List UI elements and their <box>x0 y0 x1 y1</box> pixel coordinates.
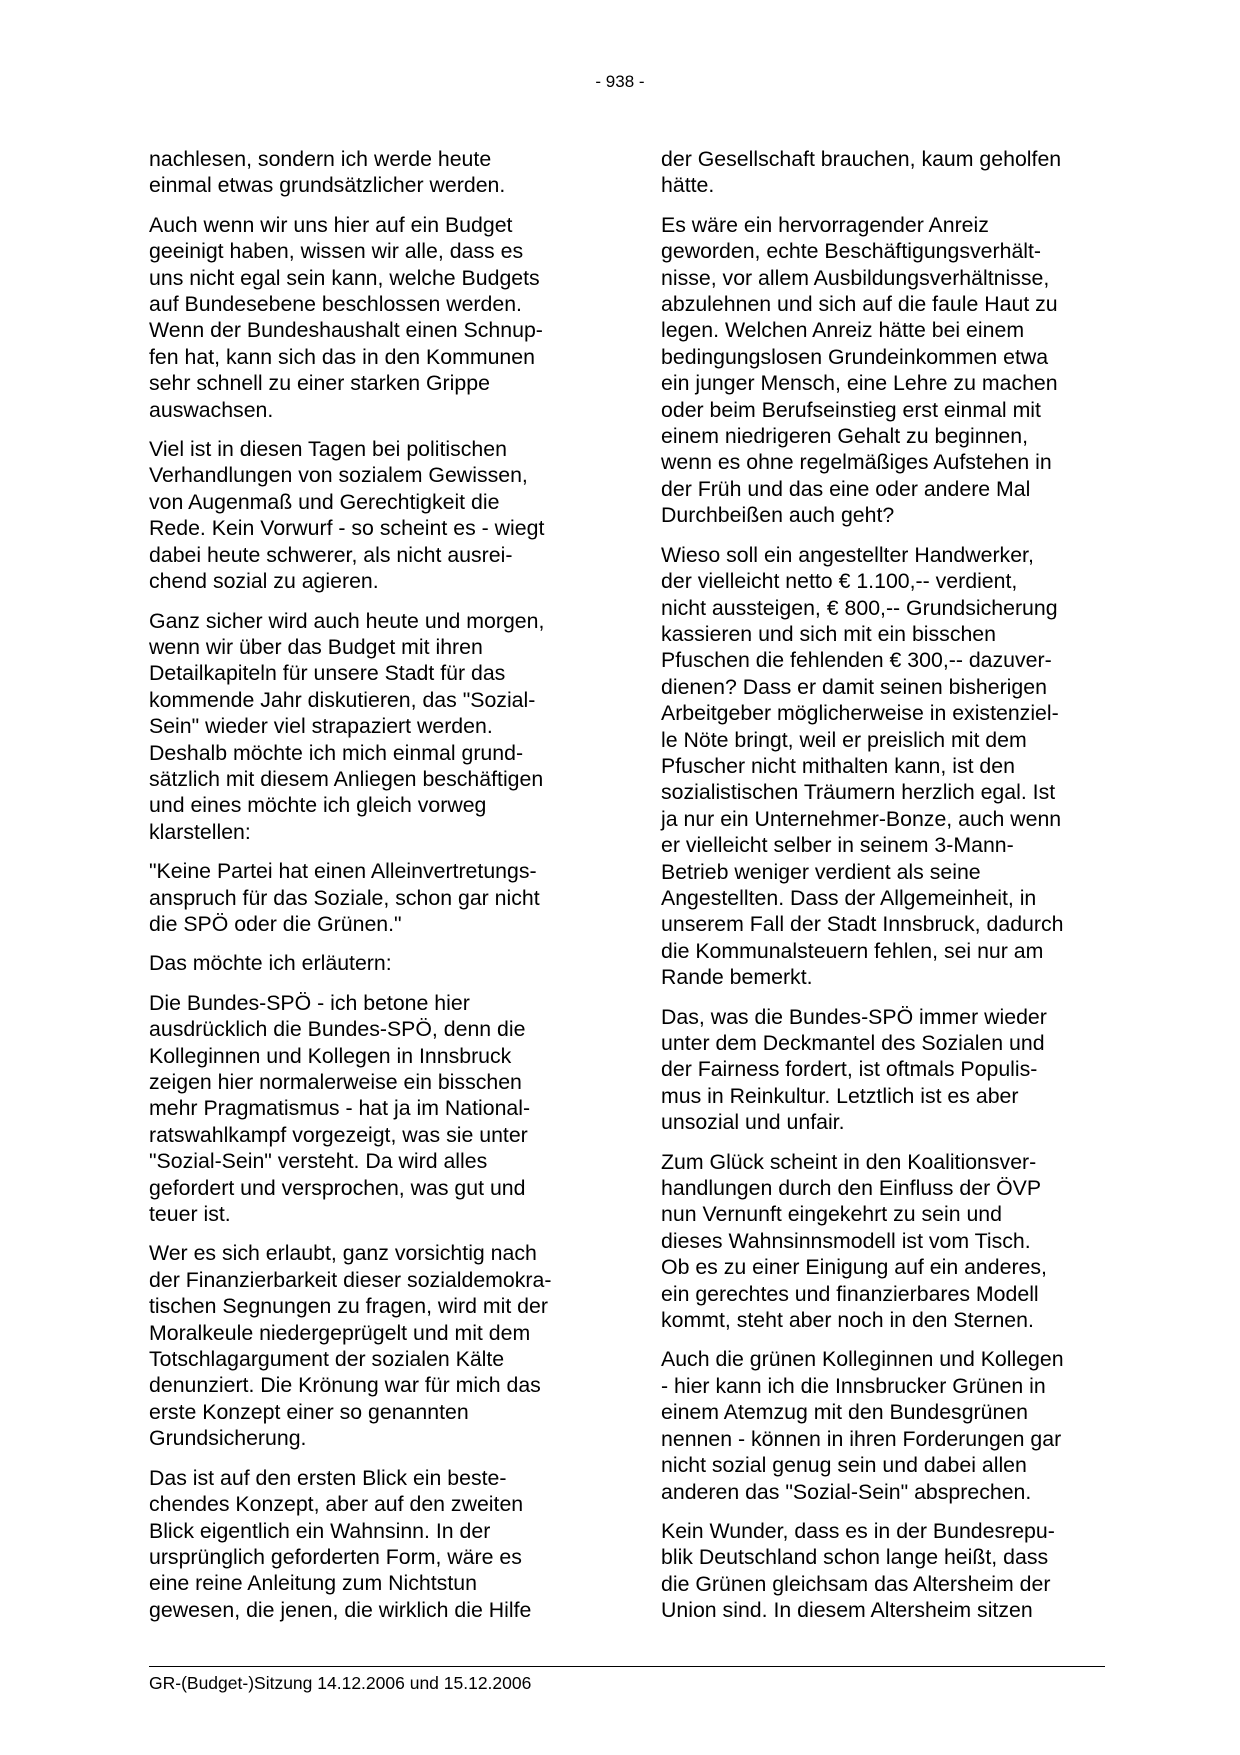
left-column <box>149 146 589 1636</box>
paragraph: Das möchte ich erläutern: <box>149 951 392 976</box>
paragraph: Kein Wunder, dass es in der Bundesrepu- blik Deutschland schon lange heißt, dass die Grünen gleichsam das Altersheim der Union sind. In diesem Altersheim sitzen <box>661 1518 1055 1623</box>
footer-divider <box>149 1666 1105 1667</box>
paragraph: Wer es sich erlaubt, ganz vorsichtig nach der Finanzierbarkeit dieser sozialdemokra- tischen Segnungen zu fragen, wird mit der Moralkeule niedergeprügelt und mit dem Totschlagargument der sozialen Kälte denunziert. Die Krönung war für mich das erste Konzept einer so genannten Grundsicherung. <box>149 1241 552 1451</box>
right-column <box>661 146 1106 1637</box>
quote-paragraph: "Keine Partei hat einen Alleinvertretungs- anspruch für das Soziale, schon gar nicht die SPÖ oder die Grünen." <box>149 859 540 936</box>
paragraph: der Gesellschaft brauchen, kaum geholfen hätte. <box>661 147 1062 198</box>
footer-session-info: GR-(Budget-)Sitzung 14.12.2006 und 15.12.2006 <box>149 1673 532 1693</box>
paragraph: Auch die grünen Kolleginnen und Kollegen - hier kann ich die Innsbrucker Grünen in einem Atemzug mit den Bundesgrünen nennen - können in ihren Forderungen gar nicht sozial genug sein und dabei allen anderen das "Sozial-Sein" absprechen. <box>661 1347 1064 1504</box>
paragraph: Ganz sicher wird auch heute und morgen, wenn wir über das Budget mit ihren Detailkapiteln für unsere Stadt für das kommende Jahr diskutieren, das "Sozial- Sein" wieder viel strapaziert werden. Deshalb möchte ich mich einmal grund- sätzlich mit diesem Anliegen beschäftigen und eines möchte ich gleich vorweg klarstellen: <box>149 608 545 844</box>
paragraph: nachlesen, sondern ich werde heute einmal etwas grundsätzlicher werden. <box>149 147 506 198</box>
paragraph: Wieso soll ein angestellter Handwerker, der vielleicht netto € 1.100,-- verdient, nicht aussteigen, € 800,-- Grundsicherung kassieren und sich mit ein bisschen Pfuschen die fehlenden € 300,-- dazuver- dienen? Dass er damit seinen bisherigen Arbeitgeber möglicherweise in existenziel- le Nöte bringt, weil er preislich mit dem Pfuscher nicht mithalten kann, ist den sozialistischen Träumern herzlich egal. Ist ja nur ein Unternehmer-Bonze, auch wenn er vielleicht selber in seinem 3-Mann- Betrieb weniger verdient als seine Angestellten. Dass der Allgemeinheit, in unserem Fall der Stadt Innsbruck, dadurch die Kommunalsteuern fehlen, sei nur am Rande bemerkt. <box>661 542 1064 990</box>
paragraph: Viel ist in diesen Tagen bei politischen Verhandlungen von sozialem Gewissen, von Augenmaß und Gerechtigkeit die Rede. Kein Vorwurf - so scheint es - wiegt dabei heute schwerer, als nicht ausrei- chend sozial zu agieren. <box>149 437 545 594</box>
paragraph: Es wäre ein hervorragender Anreiz geworden, echte Beschäftigungsverhält- nisse, vor allem Ausbildungsverhältnisse, abzulehnen und sich auf die faule Haut zu legen. Welchen Anreiz hätte bei einem bedingungslosen Grundeinkommen etwa ein junger Mensch, eine Lehre zu machen oder beim Berufseinstieg erst einmal mit einem niedrigeren Gehalt zu beginnen, wenn es ohne regelmäßiges Aufstehen in der Früh und das eine oder andere Mal Durchbeißen auch geht? <box>661 212 1058 528</box>
paragraph: Das, was die Bundes-SPÖ immer wieder unter dem Deckmantel des Sozialen und der Fairness fordert, ist oftmals Populis- mus in Reinkultur. Letztlich ist es aber unsozial und unfair. <box>661 1004 1047 1135</box>
paragraph: Auch wenn wir uns hier auf ein Budget geeinigt haben, wissen wir alle, dass es uns nicht egal sein kann, welche Budgets auf Bundesebene beschlossen werden. Wenn der Bundeshaushalt einen Schnup- fen hat, kann sich das in den Kommunen sehr schnell zu einer starken Grippe auswachsen. <box>149 212 543 422</box>
paragraph: Das ist auf den ersten Blick ein beste- chendes Konzept, aber auf den zweiten Blick eigentlich ein Wahnsinn. In der ursprünglich geforderten Form, wäre es eine reine Anleitung zum Nichtstun gewesen, die jenen, die wirklich die Hilfe <box>149 1465 532 1622</box>
paragraph: Die Bundes-SPÖ - ich betone hier ausdrücklich die Bundes-SPÖ, denn die Kolleginnen und Kollegen in Innsbruck zeigen hier normalerweise ein bisschen mehr Pragmatismus - hat ja im National- ratswahlkampf vorgezeigt, was sie unter "Sozial-Sein" versteht. Da wird alles gefordert und versprochen, was gut und teuer ist. <box>149 990 531 1227</box>
paragraph: Zum Glück scheint in den Koalitionsver- handlungen durch den Einfluss der ÖVP nun Vernunft eingekehrt zu sein und dieses Wahnsinnsmodell ist vom Tisch. Ob es zu einer Einigung auf ein anderes, ein gerechtes und finanzierbares Modell kommt, steht aber noch in den Sternen. <box>661 1149 1047 1333</box>
page-number: - 938 - <box>595 72 645 91</box>
